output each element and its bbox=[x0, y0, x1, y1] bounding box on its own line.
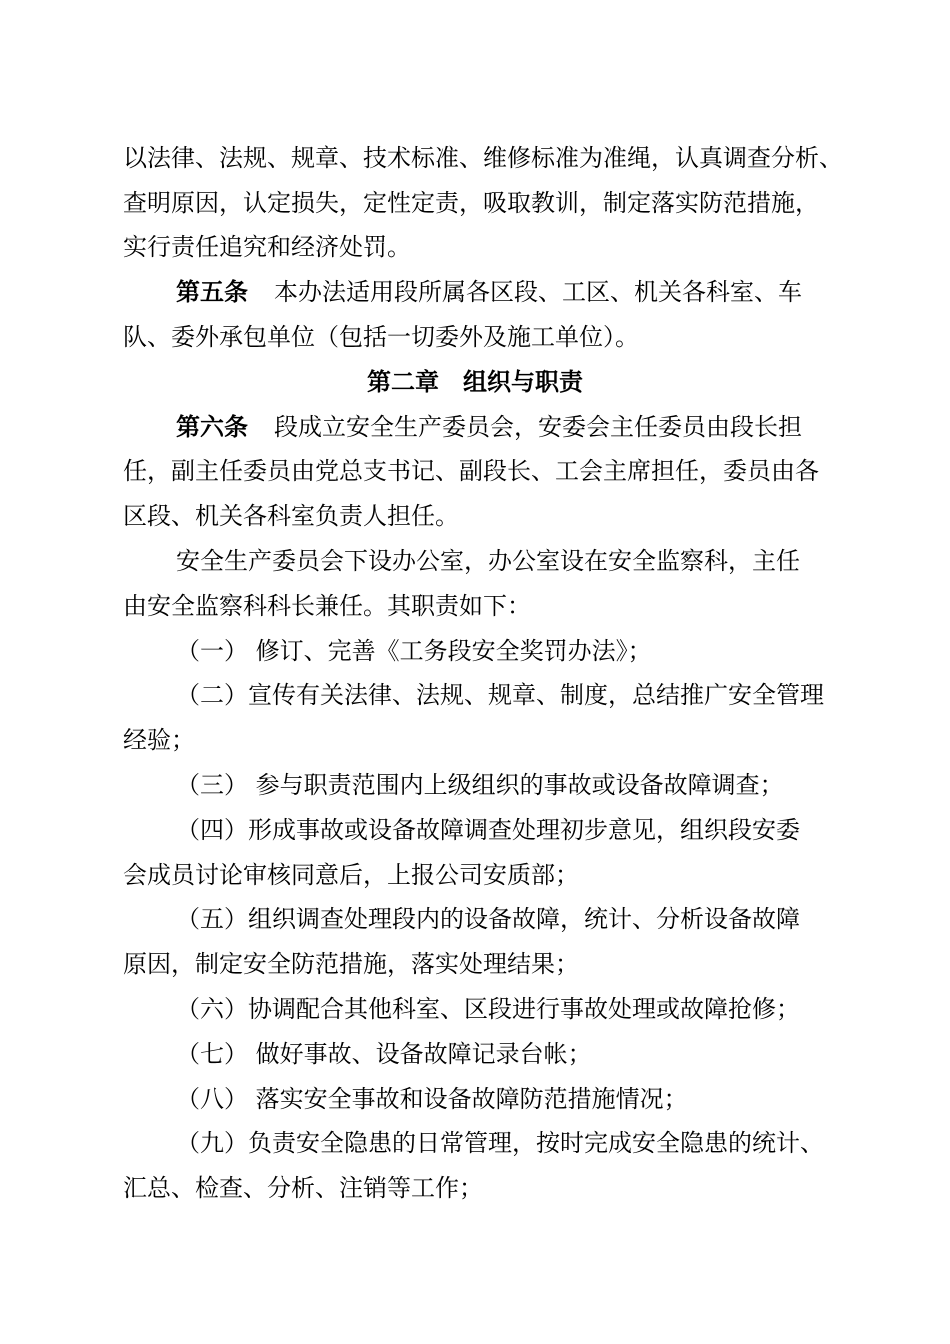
office-line: 安全生产委员会下设办公室，办公室设在安全监察科，主任 bbox=[176, 547, 800, 575]
paragraph-line: 实行责任追究和经济处罚。 bbox=[123, 233, 411, 261]
duty-item: 经验； bbox=[123, 726, 195, 754]
duty-item: （九）负责安全隐患的日常管理，按时完成安全隐患的统计、 bbox=[176, 1129, 824, 1157]
office-line: 由安全监察科科长兼任。其职责如下： bbox=[123, 592, 531, 620]
article-6-label: 第六条 bbox=[176, 412, 248, 441]
article-6-line: 任，副主任委员由党总支书记、副段长、工会主席担任，委员由各 bbox=[123, 457, 819, 485]
duty-item: 汇总、检查、分析、注销等工作； bbox=[123, 1174, 483, 1202]
duty-item: （四）形成事故或设备故障调查处理初步意见，组织段安委 bbox=[176, 816, 800, 844]
duty-item: 会成员讨论审核同意后，上报公司安质部； bbox=[123, 861, 579, 889]
duty-item: （七） 做好事故、设备故障记录台帐； bbox=[176, 1040, 592, 1068]
duty-item: （六）协调配合其他科室、区段进行事故处理或故障抢修； bbox=[176, 995, 800, 1023]
article-5-line: 队、委外承包单位（包括一切委外及施工单位）。 bbox=[123, 323, 639, 351]
article-5-text: 本办法适用段所属各区段、工区、机关各科室、车 bbox=[274, 278, 802, 306]
duty-item: （八） 落实安全事故和设备故障防范措施情况； bbox=[176, 1085, 688, 1113]
duty-item: （二）宣传有关法律、法规、规章、制度，总结推广安全管理 bbox=[176, 681, 824, 709]
article-6-line: 区段、机关各科室负责人担任。 bbox=[123, 502, 459, 530]
paragraph-line: 查明原因，认定损失，定性定责，吸取教训，制定落实防范措施， bbox=[123, 189, 819, 217]
article-5-line bbox=[176, 277, 802, 307]
duty-item: 原因，制定安全防范措施，落实处理结果； bbox=[123, 950, 579, 978]
article-6-line bbox=[176, 412, 802, 442]
chapter-heading: 第二章 组织与职责 bbox=[367, 367, 583, 396]
article-6-text: 段成立安全生产委员会，安委会主任委员由段长担 bbox=[274, 413, 802, 441]
article-5-label: 第五条 bbox=[176, 277, 248, 306]
duty-item: （五）组织调查处理段内的设备故障，统计、分析设备故障 bbox=[176, 905, 800, 933]
duty-item: （一） 修订、完善《工务段安全奖罚办法》； bbox=[176, 637, 652, 665]
duty-item: （三） 参与职责范围内上级组织的事故或设备故障调查； bbox=[176, 771, 784, 799]
paragraph-line: 以法律、法规、规章、技术标准、维修标准为准绳，认真调查分析、 bbox=[123, 144, 843, 172]
